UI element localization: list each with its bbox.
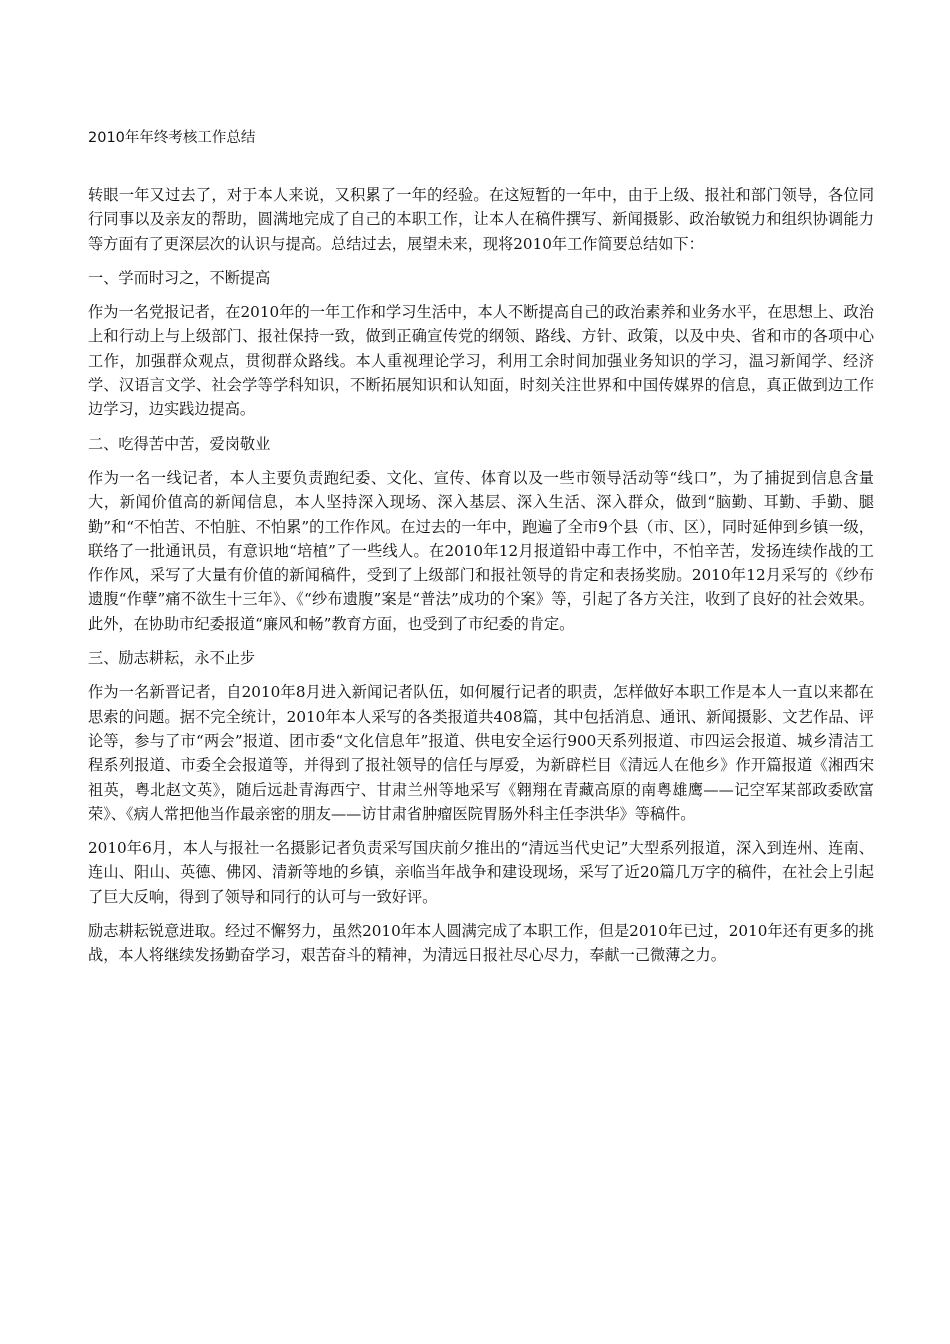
section-1-paragraph: 作为一名党报记者，在2010年的一年工作和学习生活中，本人不断提高自己的政治素养和业务水平，在思想上、政治上和行动上与上级部门、报社保持一致，做到正确宣传党的纲领、路线、方针、政策，以及中央、省和市的各项中心工作，加强群众观点，贯彻群众路线。本人重视理论学习，利用工余时间加强业务知识的学习，温习新闻学、经济学、汉语言文学、社会学等学科知识，不断拓展知识和认知面，时刻关注世界和中国传媒界的信息，真正做到边工作边学习，边实践边提高。 [88,303,874,419]
section-2-paragraph: 作为一名一线记者，本人主要负责跑纪委、文化、宣传、体育以及一些市领导活动等“线口”，为了捕捉到信息含量大，新闻价值高的新闻信息，本人坚持深入现场、深入基层、深入生活、深入群众，做到“脑勤、耳勤、手勤、腿勤”和“不怕苦、不怕脏、不怕累”的工作作风。在过去的一年中，跑遍了全市9个县（市、区），同时延伸到乡镇一级，联络了一批通讯员，有意识地“培植”了一些线人。在2010年12月报道铅中毒工作中，不怕辛苦，发扬连续作战的工作作风，采写了大量有价值的新闻稿件，受到了上级部门和报社领导的肯定和表扬奖励。2010年12月采写的《纱布遗腹“作孽”痛不欲生十三年》、《“纱布遗腹”案是“普法”成功的个案》等，引起了各方关注，收到了良好的社会效果。此外，在协助市纪委报道“廉风和畅”教育方面，也受到了市纪委的肯定。 [88,468,874,633]
closing-paragraph: 励志耕耘锐意进取。经过不懈努力，虽然2010年本人圆满完成了本职工作，但是2010年已过，2010年还有更多的挑战，本人将继续发扬勤奋学习，艰苦奋斗的精神，为清远日报社尽心尽力，奉献一己微薄之力。 [88,922,874,965]
section-3-paragraph-2: 2010年6月，本人与报社一名摄影记者负责采写国庆前夕推出的“清远当代史记”大型系列报道，深入到连州、连南、连山、阳山、英德、佛冈、清新等地的乡镇，亲临当年战争和建设现场，采写了近20篇几万字的稿件，在社会上引起了巨大反响，得到了领导和同行的认可与一致好评。 [88,839,874,906]
document-page [88,126,874,978]
intro-paragraph: 转眼一年又过去了，对于本人来说，又积累了一年的经验。在这短暂的一年中，由于上级、报社和部门领导，各位同行同事以及亲友的帮助，圆满地完成了自己的本职工作，让本人在稿件撰写、新闻摄影、政治敏锐力和组织协调能力等方面有了更深层次的认识与提高。总结过去，展望未来，现将2010年工作简要总结如下： [88,186,874,253]
section-3-heading: 三、励志耕耘，永不止步 [88,649,256,668]
section-2-heading: 二、吃得苦中苦，爱岗敬业 [88,434,271,453]
section-3-paragraph: 作为一名新晋记者，自2010年8月进入新闻记者队伍，如何履行记者的职责，怎样做好本职工作是本人一直以来都在思索的问题。据不完全统计，2010年本人采写的各类报道共408篇，其中包括消息、通讯、新闻摄影、文艺作品、评论等，参与了市“两会”报道、团市委“文化信息年”报道、供电安全运行900天系列报道、市四运会报道、城乡清洁工程系列报道、市委全会报道等，并得到了报社领导的信任与厚爱，为新辟栏目《清远人在他乡》作开篇报道《湘西宋祖英，粤北赵文英》，随后远赴青海西宁、甘肃兰州等地采写《翱翔在青藏高原的南粤雄鹰——记空军某部政委欧富荣》、《病人常把他当作最亲密的朋友——访甘肃省肿瘤医院胃肠外科主任李洪华》等稿件。 [88,683,874,823]
section-1-heading: 一、学而时习之，不断提高 [88,268,271,287]
document-title: 2010年年终考核工作总结 [88,130,256,146]
